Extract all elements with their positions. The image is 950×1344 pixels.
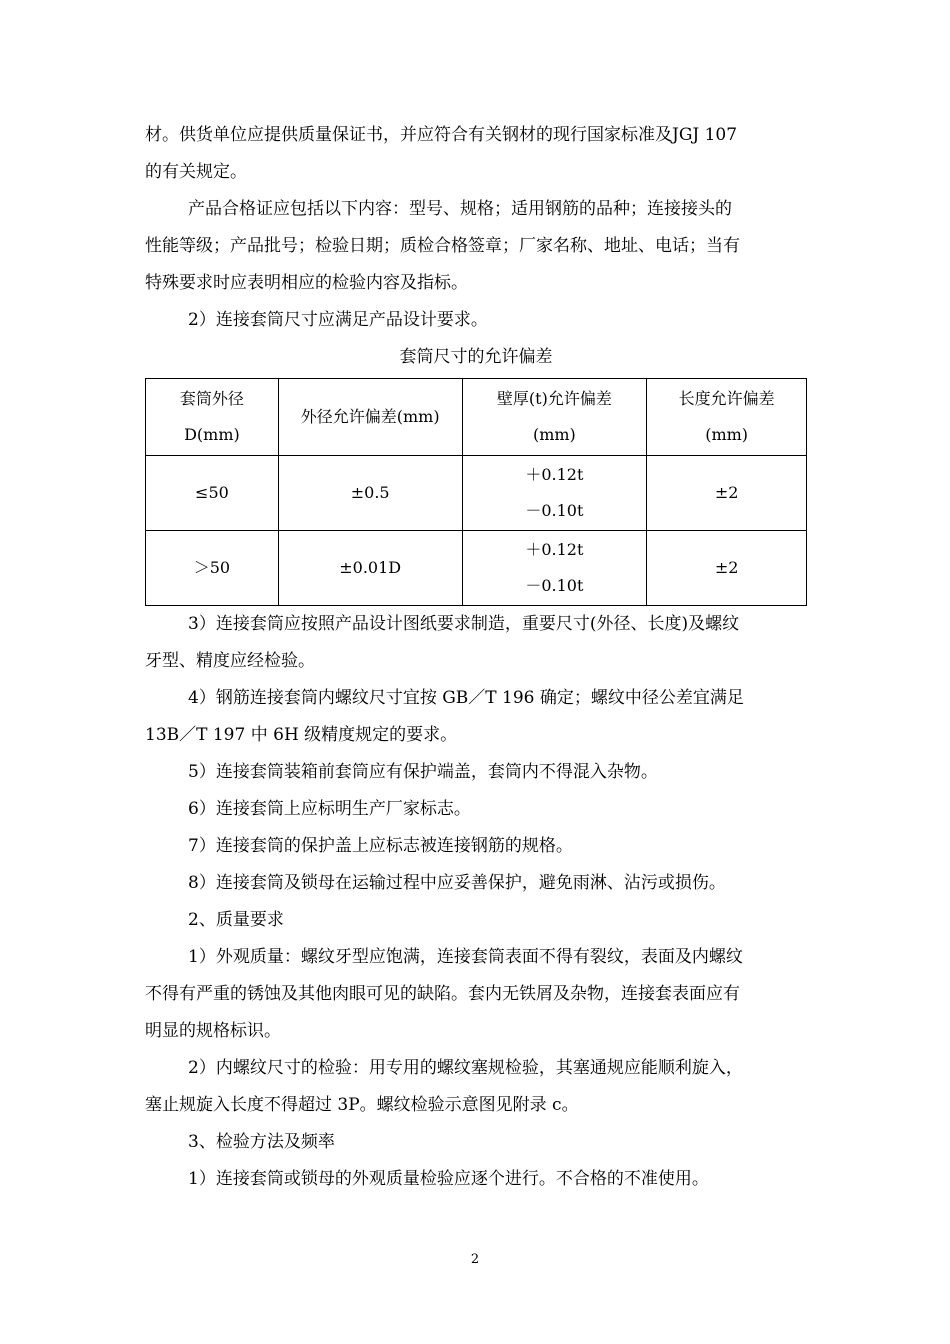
paragraph-line: 的有关规定。 [145, 162, 247, 182]
paragraph-line: 2）连接套筒尺寸应满足产品设计要求。 [188, 310, 488, 330]
paragraph-line: 明显的规格标识。 [145, 1021, 281, 1041]
paragraph-line: 8）连接套筒及锁母在运输过程中应妥善保护，避免雨淋、沾污或损伤。 [188, 873, 726, 893]
page-number: 2 [470, 1252, 480, 1267]
cell-length-tolerance: ±2 [647, 456, 807, 531]
cell-wall-tolerance: ＋0.12t －0.10t [462, 531, 647, 606]
paragraphs-bottom [145, 606, 807, 1198]
paragraph-line: 1）外观质量：螺纹牙型应饱满，连接套筒表面不得有裂纹，表面及内螺纹 [188, 947, 743, 967]
paragraph-line: 材。供货单位应提供质量保证书，并应符合有关钢材的现行国家标准及JGJ 107 [145, 125, 738, 145]
paragraph-line: 13B／T 197 中 6H 级精度规定的要求。 [145, 725, 458, 745]
paragraph-line: 5）连接套筒装箱前套筒应有保护端盖，套筒内不得混入杂物。 [188, 762, 658, 782]
paragraphs-top [145, 117, 807, 339]
cell-length-tolerance: ±2 [647, 531, 807, 606]
cell-wall-tolerance: ＋0.12t －0.10t [462, 456, 647, 531]
cell-diameter: ＞50 [146, 531, 279, 606]
table-row [146, 531, 807, 606]
paragraph-line: 性能等级；产品批号；检验日期；质检合格签章；厂家名称、地址、电话；当有 [145, 236, 740, 256]
paragraph-line: 7）连接套筒的保护盖上应标志被连接钢筋的规格。 [188, 836, 573, 856]
tolerance-table [145, 378, 807, 606]
paragraph-line: 牙型、精度应经检验。 [145, 651, 315, 671]
paragraph-line: 3）连接套筒应按照产品设计图纸要求制造，重要尺寸(外径、长度)及螺纹 [188, 614, 740, 634]
table-header-row [146, 379, 807, 456]
header-length-tolerance: 长度允许偏差 (mm) [647, 379, 807, 456]
cell-outer-tolerance: ±0.5 [278, 456, 462, 531]
paragraph-line: 不得有严重的锈蚀及其他肉眼可见的缺陷。套内无铁屑及杂物，连接套表面应有 [145, 984, 740, 1004]
paragraph-line: 2、质量要求 [188, 910, 284, 930]
header-diameter: 套筒外径 D(mm) [146, 379, 279, 456]
table-caption: 套筒尺寸的允许偏差 [399, 347, 553, 367]
cell-outer-tolerance: ±0.01D [278, 531, 462, 606]
paragraph-line: 塞止规旋入长度不得超过 3P。螺纹检验示意图见附录 c。 [145, 1095, 579, 1115]
document-page [145, 117, 807, 1198]
paragraph-line: 4）钢筋连接套筒内螺纹尺寸宜按 GB／T 196 确定；螺纹中径公差宜满足 [188, 688, 744, 708]
paragraph-line: 产品合格证应包括以下内容：型号、规格；适用钢筋的品种；连接接头的 [188, 199, 732, 219]
paragraph-line: 3、检验方法及频率 [188, 1132, 335, 1152]
paragraph-line: 6）连接套筒上应标明生产厂家标志。 [188, 799, 471, 819]
header-wall-tolerance: 壁厚(t)允许偏差 (mm) [462, 379, 647, 456]
cell-diameter: ≤50 [146, 456, 279, 531]
table-row [146, 456, 807, 531]
paragraph-line: 特殊要求时应表明相应的检验内容及指标。 [145, 273, 468, 293]
paragraph-line: 1）连接套筒或锁母的外观质量检验应逐个进行。不合格的不准使用。 [188, 1169, 709, 1189]
paragraph-line: 2）内螺纹尺寸的检验：用专用的螺纹塞规检验，其塞通规应能顺利旋入， [188, 1058, 743, 1078]
header-outer-tolerance: 外径允许偏差(mm) [278, 379, 462, 456]
